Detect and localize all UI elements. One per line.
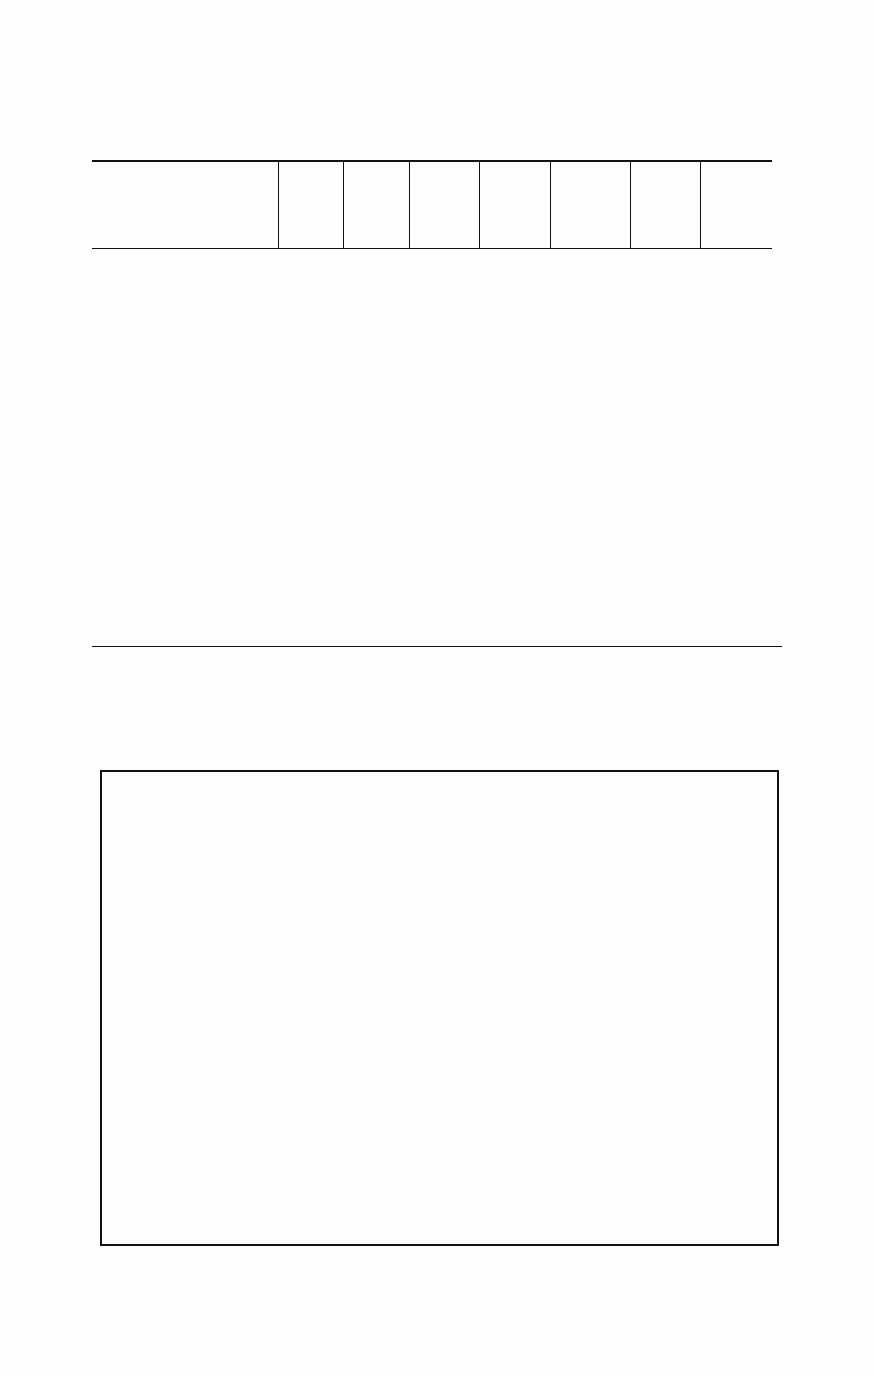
col-header [630, 162, 700, 249]
table-header-row [92, 162, 772, 249]
table-container [92, 160, 772, 249]
line-chart [102, 772, 777, 1244]
col-header [410, 162, 480, 249]
figure-panel [100, 770, 779, 1246]
footnotes [92, 646, 782, 653]
col-header [92, 162, 279, 249]
col-header [480, 162, 550, 249]
col-header [700, 162, 772, 249]
col-header [343, 162, 409, 249]
production-table [92, 162, 772, 249]
page-header [92, 68, 775, 98]
col-header [279, 162, 343, 249]
col-header [550, 162, 630, 249]
